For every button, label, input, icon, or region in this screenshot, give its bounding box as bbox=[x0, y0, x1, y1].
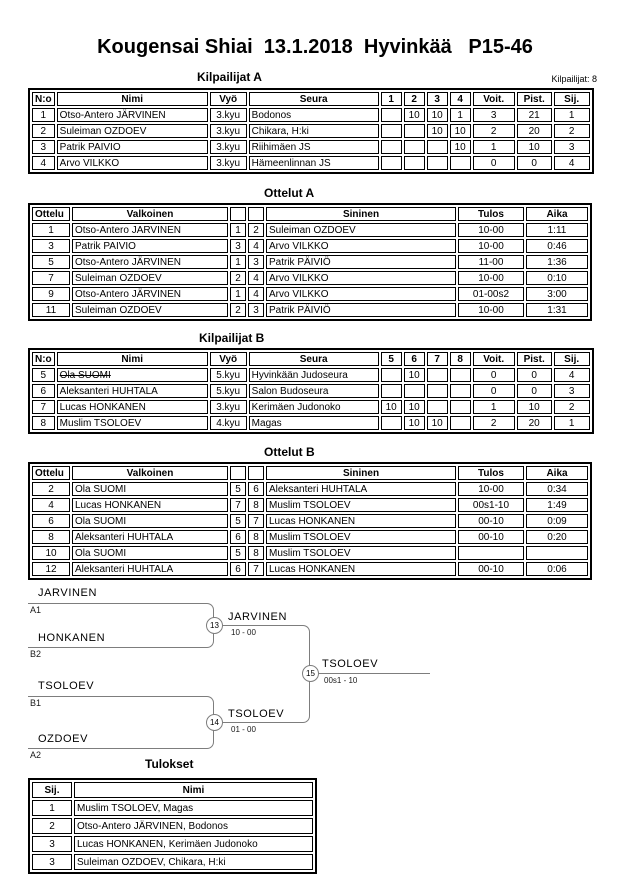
cell bbox=[381, 368, 402, 382]
cell: Suleiman OZDOEV bbox=[57, 124, 208, 138]
cell: 5 bbox=[230, 482, 246, 496]
cell: 10 bbox=[32, 546, 70, 560]
column-header: Sij. bbox=[554, 352, 590, 366]
bracket-winner-name: TSOLOEV bbox=[322, 658, 379, 670]
cell bbox=[458, 546, 524, 560]
bracket-match-number-circle: 13 bbox=[206, 617, 223, 634]
table-row bbox=[32, 836, 313, 852]
cell: Aleksanteri HUHTALA bbox=[57, 384, 208, 398]
cell: 6 bbox=[230, 562, 246, 576]
column-header bbox=[230, 466, 246, 480]
column-header: Ottelu bbox=[32, 466, 70, 480]
bracket-seed-name: JARVINEN bbox=[38, 587, 97, 599]
table-row bbox=[32, 140, 590, 154]
table-row bbox=[32, 368, 590, 382]
bracket-seed-name: OZDOEV bbox=[38, 733, 89, 745]
cell: Patrik PAIVIO bbox=[57, 140, 208, 154]
cell: 10 bbox=[427, 416, 448, 430]
cell: 5.kyu bbox=[210, 368, 247, 382]
header-row bbox=[32, 352, 590, 366]
column-header: Valkoinen bbox=[72, 466, 228, 480]
cell: 00-10 bbox=[458, 562, 524, 576]
cell: 3 bbox=[32, 140, 55, 154]
bracket-winner-name: TSOLOEV bbox=[228, 708, 285, 720]
column-header: 1 bbox=[381, 92, 402, 106]
cell: 6 bbox=[230, 530, 246, 544]
cell bbox=[427, 368, 448, 382]
section-title-tulokset: Tulokset bbox=[145, 757, 194, 771]
cell: Muslim TSOLOEV bbox=[57, 416, 208, 430]
cell: 3.kyu bbox=[210, 108, 247, 122]
bracket-line bbox=[310, 673, 430, 674]
cell: 5 bbox=[32, 255, 70, 269]
cell: 8 bbox=[32, 416, 55, 430]
table-row bbox=[32, 416, 590, 430]
cell: 4 bbox=[32, 156, 55, 170]
cell: Ola SUOMI bbox=[72, 514, 228, 528]
cell bbox=[450, 156, 471, 170]
cell: 5 bbox=[32, 368, 55, 382]
cell: Lucas HONKANEN bbox=[266, 562, 456, 576]
cell: 0:10 bbox=[526, 271, 588, 285]
cell: 11-00 bbox=[458, 255, 524, 269]
column-header: Tulos bbox=[458, 466, 524, 480]
cell: 10 bbox=[404, 108, 425, 122]
cell bbox=[404, 384, 425, 398]
cell: 10 bbox=[427, 108, 448, 122]
cell: Otso-Antero JÄRVINEN bbox=[57, 108, 208, 122]
cell: 4 bbox=[248, 287, 264, 301]
cell: 5 bbox=[230, 546, 246, 560]
cell: 7 bbox=[248, 562, 264, 576]
column-header bbox=[230, 207, 246, 221]
bracket-match-score: 00s1 - 10 bbox=[324, 676, 358, 685]
cell: 20 bbox=[517, 416, 552, 430]
cell: 3 bbox=[32, 239, 70, 253]
cell: 0 bbox=[473, 368, 515, 382]
cell: Aleksanteri HUHTALA bbox=[72, 562, 228, 576]
cell bbox=[450, 384, 471, 398]
cell: Patrik PAIVIO bbox=[72, 239, 228, 253]
table-row bbox=[32, 530, 588, 544]
cell: Suleiman OZDOEV bbox=[72, 303, 228, 317]
cell: 2 bbox=[230, 303, 246, 317]
cell: 3 bbox=[554, 140, 590, 154]
table-row bbox=[32, 156, 590, 170]
cell: Lucas HONKANEN bbox=[57, 400, 208, 414]
cell: 0 bbox=[473, 384, 515, 398]
cell: 00-10 bbox=[458, 530, 524, 544]
cell: 21 bbox=[517, 108, 552, 122]
cell: 7 bbox=[248, 514, 264, 528]
cell: 1:11 bbox=[526, 223, 588, 237]
column-header: 5 bbox=[381, 352, 402, 366]
cell: 1 bbox=[554, 108, 590, 122]
cell: 2 bbox=[230, 271, 246, 285]
cell: 10 bbox=[427, 124, 448, 138]
column-header: 2 bbox=[404, 92, 425, 106]
column-header: Nimi bbox=[74, 782, 313, 798]
cell: Suleiman OZDOEV, Chikara, H:ki bbox=[74, 854, 313, 870]
cell: 3:00 bbox=[526, 287, 588, 301]
bracket-match-score: 01 - 00 bbox=[231, 725, 256, 734]
column-header: Valkoinen bbox=[72, 207, 228, 221]
cell: 4 bbox=[248, 239, 264, 253]
cell: 3 bbox=[32, 836, 72, 852]
cell: 10-00 bbox=[458, 303, 524, 317]
cell: 4 bbox=[32, 498, 70, 512]
bracket-seed-name: HONKANEN bbox=[38, 632, 106, 644]
cell: 3 bbox=[248, 255, 264, 269]
header-row bbox=[32, 92, 590, 106]
column-header bbox=[248, 207, 264, 221]
cell: Suleiman OZDOEV bbox=[72, 271, 228, 285]
cell: 6 bbox=[32, 514, 70, 528]
cell bbox=[381, 156, 402, 170]
cell: Magas bbox=[249, 416, 379, 430]
cell bbox=[404, 140, 425, 154]
cell: Ola SUOMI bbox=[72, 482, 228, 496]
cell: 1 bbox=[32, 223, 70, 237]
bracket-match-score: 10 - 00 bbox=[231, 628, 256, 637]
column-header: N:o bbox=[32, 92, 55, 106]
table-row bbox=[32, 124, 590, 138]
column-header bbox=[248, 466, 264, 480]
cell: 10 bbox=[450, 124, 471, 138]
cell: Lucas HONKANEN bbox=[72, 498, 228, 512]
cell: Chikara, H:ki bbox=[249, 124, 379, 138]
table-row bbox=[32, 255, 588, 269]
cell: 3.kyu bbox=[210, 124, 247, 138]
column-header: Seura bbox=[249, 92, 379, 106]
cell bbox=[450, 400, 471, 414]
cell: 20 bbox=[517, 124, 552, 138]
table-row bbox=[32, 562, 588, 576]
cell: 10-00 bbox=[458, 271, 524, 285]
cell: 8 bbox=[248, 498, 264, 512]
table-row bbox=[32, 384, 590, 398]
bracket-seed-name: TSOLOEV bbox=[38, 680, 95, 692]
cell: 1:36 bbox=[526, 255, 588, 269]
cell: 11 bbox=[32, 303, 70, 317]
cell: 8 bbox=[248, 530, 264, 544]
cell: 1:31 bbox=[526, 303, 588, 317]
cell: 3 bbox=[230, 239, 246, 253]
column-header: Pist. bbox=[517, 92, 552, 106]
cell: Muslim TSOLOEV bbox=[266, 530, 456, 544]
cell: 6 bbox=[32, 384, 55, 398]
cell: Suleiman OZDOEV bbox=[266, 223, 456, 237]
cell bbox=[427, 400, 448, 414]
cell: 00s1-10 bbox=[458, 498, 524, 512]
table-row bbox=[32, 514, 588, 528]
ottelut-b-table bbox=[28, 462, 592, 580]
cell: 12 bbox=[32, 562, 70, 576]
cell: 0 bbox=[517, 368, 552, 382]
cell: 10-00 bbox=[458, 223, 524, 237]
cell bbox=[427, 384, 448, 398]
column-header: Voit. bbox=[473, 92, 515, 106]
cell: 3 bbox=[473, 108, 515, 122]
kilpailijat-a-table bbox=[28, 88, 594, 174]
cell: 2 bbox=[473, 124, 515, 138]
cell: 10-00 bbox=[458, 482, 524, 496]
cell: Lucas HONKANEN, Kerimäen Judonoko bbox=[74, 836, 313, 852]
cell: 2 bbox=[248, 223, 264, 237]
header-row bbox=[32, 466, 588, 480]
column-header: Sij. bbox=[554, 92, 590, 106]
cell: 3.kyu bbox=[210, 400, 247, 414]
column-header: Aika bbox=[526, 207, 588, 221]
table-row bbox=[32, 400, 590, 414]
cell: 3 bbox=[554, 384, 590, 398]
header-row bbox=[32, 782, 313, 798]
cell: 1 bbox=[473, 140, 515, 154]
cell bbox=[381, 124, 402, 138]
column-header: Pist. bbox=[517, 352, 552, 366]
cell: 4 bbox=[248, 271, 264, 285]
ottelut-a-table bbox=[28, 203, 592, 321]
cell: 1 bbox=[554, 416, 590, 430]
cell: 8 bbox=[32, 530, 70, 544]
column-header: Voit. bbox=[473, 352, 515, 366]
cell: 4.kyu bbox=[210, 416, 247, 430]
cell: 8 bbox=[248, 546, 264, 560]
cell: Bodonos bbox=[249, 108, 379, 122]
cell: Muslim TSOLOEV bbox=[266, 546, 456, 560]
cell bbox=[381, 140, 402, 154]
cell: Otso-Antero JÄRVINEN, Bodonos bbox=[74, 818, 313, 834]
cell: 2 bbox=[32, 818, 72, 834]
bracket-winner-name: JARVINEN bbox=[228, 611, 287, 623]
cell: Otso-Antero JÄRVINEN bbox=[72, 255, 228, 269]
table-row bbox=[32, 239, 588, 253]
cell: 2 bbox=[473, 416, 515, 430]
cell bbox=[404, 156, 425, 170]
cell: 7 bbox=[32, 271, 70, 285]
cell: 7 bbox=[32, 400, 55, 414]
cell: 10 bbox=[404, 416, 425, 430]
bracket-seed-code: B1 bbox=[30, 698, 42, 708]
table-row bbox=[32, 482, 588, 496]
cell: 0:06 bbox=[526, 562, 588, 576]
column-header: Vyö bbox=[210, 92, 247, 106]
cell: Arvo VILKKO bbox=[266, 287, 456, 301]
column-header: Ottelu bbox=[32, 207, 70, 221]
cell: 2 bbox=[32, 124, 55, 138]
column-header: 4 bbox=[450, 92, 471, 106]
cell: 10 bbox=[517, 400, 552, 414]
column-header: Sininen bbox=[266, 466, 456, 480]
cell: 3.kyu bbox=[210, 140, 247, 154]
bracket-seed-code: B2 bbox=[30, 649, 42, 659]
cell: 0:34 bbox=[526, 482, 588, 496]
cell: 1 bbox=[32, 108, 55, 122]
table-row bbox=[32, 287, 588, 301]
cell: 3 bbox=[32, 854, 72, 870]
tulokset-table bbox=[28, 778, 317, 874]
cell: Otso-Antero JARVINEN bbox=[72, 223, 228, 237]
section-header-a bbox=[0, 70, 630, 84]
cell: Hyvinkään Judoseura bbox=[249, 368, 379, 382]
cell bbox=[404, 124, 425, 138]
table-row bbox=[32, 498, 588, 512]
cell: 1 bbox=[450, 108, 471, 122]
table-row bbox=[32, 271, 588, 285]
cell: Riihimäen JS bbox=[249, 140, 379, 154]
cell bbox=[427, 156, 448, 170]
header-row bbox=[32, 207, 588, 221]
cell: 0 bbox=[517, 156, 552, 170]
cell bbox=[526, 546, 588, 560]
cell: 0 bbox=[473, 156, 515, 170]
cell: Arvo VILKKO bbox=[57, 156, 208, 170]
table-row bbox=[32, 108, 590, 122]
cell: Salon Budoseura bbox=[249, 384, 379, 398]
cell: 10-00 bbox=[458, 239, 524, 253]
cell: 0:09 bbox=[526, 514, 588, 528]
column-header: Vyö bbox=[210, 352, 247, 366]
section-title-kilpailijat-b: Kilpailijat B bbox=[199, 331, 265, 345]
cell: 5.kyu bbox=[210, 384, 247, 398]
bracket-match-number-circle: 15 bbox=[302, 665, 319, 682]
kilpailijat-b-table bbox=[28, 348, 594, 434]
cell: Aleksanteri HUHTALA bbox=[72, 530, 228, 544]
cell bbox=[381, 384, 402, 398]
column-header: 8 bbox=[450, 352, 471, 366]
cell: 01-00s2 bbox=[458, 287, 524, 301]
cell: 2 bbox=[32, 482, 70, 496]
cell: 10 bbox=[381, 400, 402, 414]
cell: Ola SUOMI bbox=[57, 368, 208, 382]
cell: Arvo VILKKO bbox=[266, 239, 456, 253]
cell: 7 bbox=[230, 498, 246, 512]
cell: 0 bbox=[517, 384, 552, 398]
cell: 4 bbox=[554, 368, 590, 382]
cell: Patrik PÄIVIÖ bbox=[266, 255, 456, 269]
cell: Muslim TSOLOEV, Magas bbox=[74, 800, 313, 816]
cell bbox=[381, 108, 402, 122]
cell: 10 bbox=[404, 368, 425, 382]
table-row bbox=[32, 854, 313, 870]
column-header: Tulos bbox=[458, 207, 524, 221]
cell: 6 bbox=[248, 482, 264, 496]
cell: 3.kyu bbox=[210, 156, 247, 170]
table-row bbox=[32, 818, 313, 834]
cell: Muslim TSOLOEV bbox=[266, 498, 456, 512]
column-header: N:o bbox=[32, 352, 55, 366]
cell: 1 bbox=[230, 287, 246, 301]
cell: 10 bbox=[450, 140, 471, 154]
cell: 0:20 bbox=[526, 530, 588, 544]
cell: 10 bbox=[404, 400, 425, 414]
bracket-match-number-circle: 14 bbox=[206, 714, 223, 731]
cell: 10 bbox=[517, 140, 552, 154]
column-header: Nimi bbox=[57, 352, 208, 366]
cell: Arvo VILKKO bbox=[266, 271, 456, 285]
section-title-ottelut-a: Ottelut A bbox=[264, 186, 315, 200]
cell: Ola SUOMI bbox=[72, 546, 228, 560]
cell: 0:46 bbox=[526, 239, 588, 253]
final-bracket bbox=[28, 584, 458, 760]
column-header: 6 bbox=[404, 352, 425, 366]
cell: Lucas HONKANEN bbox=[266, 514, 456, 528]
table-row bbox=[32, 546, 588, 560]
bracket-seed-code: A1 bbox=[30, 605, 42, 615]
section-title-kilpailijat-a: Kilpailijat A bbox=[197, 70, 262, 84]
section-title-ottelut-b: Ottelut B bbox=[264, 445, 315, 459]
cell bbox=[427, 140, 448, 154]
cell: 1 bbox=[230, 255, 246, 269]
column-header: Sininen bbox=[266, 207, 456, 221]
competitors-count: Kilpailijat: 8 bbox=[551, 74, 597, 84]
cell: 5 bbox=[230, 514, 246, 528]
cell: 1 bbox=[32, 800, 72, 816]
table-row bbox=[32, 303, 588, 317]
cell: 4 bbox=[554, 156, 590, 170]
column-header: Aika bbox=[526, 466, 588, 480]
column-header: Sij. bbox=[32, 782, 72, 798]
table-row bbox=[32, 223, 588, 237]
cell: 2 bbox=[554, 124, 590, 138]
cell: 9 bbox=[32, 287, 70, 301]
page-title: Kougensai Shiai 13.1.2018 Hyvinkää P15-46 bbox=[97, 36, 533, 58]
cell: 00-10 bbox=[458, 514, 524, 528]
cell: 3 bbox=[248, 303, 264, 317]
cell bbox=[450, 368, 471, 382]
bracket-seed-code: A2 bbox=[30, 750, 42, 760]
cell: 1 bbox=[230, 223, 246, 237]
column-header: Seura bbox=[249, 352, 379, 366]
cell bbox=[450, 416, 471, 430]
cell: 2 bbox=[554, 400, 590, 414]
cell: Aleksanteri HUHTALA bbox=[266, 482, 456, 496]
cell: Otso-Antero JÄRVINEN bbox=[72, 287, 228, 301]
cell: Patrik PÄIVIÖ bbox=[266, 303, 456, 317]
cell: 1 bbox=[473, 400, 515, 414]
cell: 1:49 bbox=[526, 498, 588, 512]
table-row bbox=[32, 800, 313, 816]
column-header: 7 bbox=[427, 352, 448, 366]
cell: Hämeenlinnan JS bbox=[249, 156, 379, 170]
column-header: 3 bbox=[427, 92, 448, 106]
column-header: Nimi bbox=[57, 92, 208, 106]
cell bbox=[381, 416, 402, 430]
cell: Kerimäen Judonoko bbox=[249, 400, 379, 414]
